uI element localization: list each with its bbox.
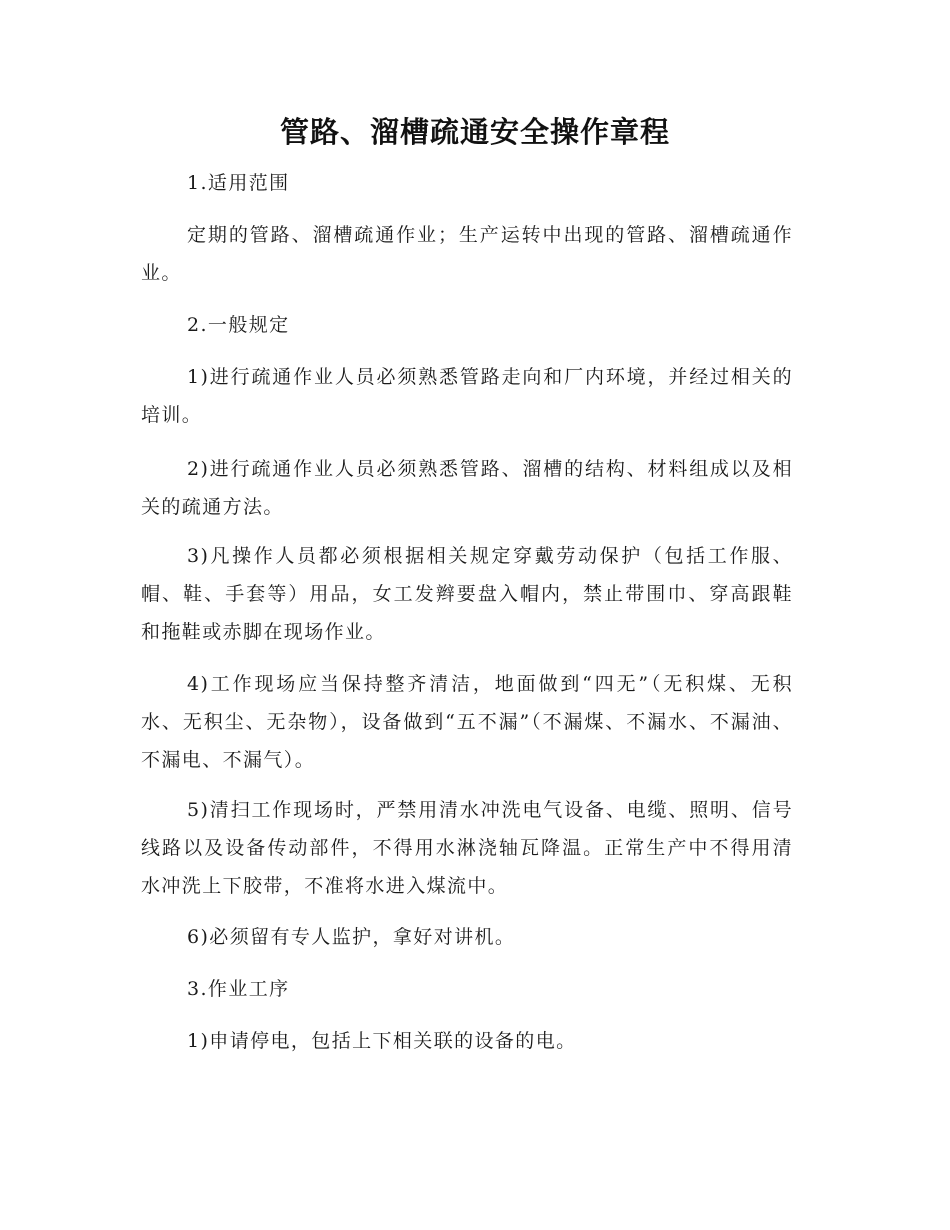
rule-item-5: 5)清扫工作现场时，严禁用清水冲洗电气设备、电缆、照明、信号线路以及设备传动部件，不得用水淋浇轴瓦降温。正常生产中不得用清水冲洗上下胶带，不准将水进入煤流中。 — [141, 799, 793, 897]
document-title: 管路、溜槽疏通安全操作章程 — [279, 115, 670, 149]
paragraph-scope-text: 定期的管路、溜槽疏通作业；生产运转中出现的管路、溜槽疏通作业。 — [141, 224, 793, 284]
rule-item-2: 2)进行疏通作业人员必须熟悉管路、溜槽的结构、材料组成以及相关的疏通方法。 — [141, 458, 793, 518]
rule-item-3: 3)凡操作人员都必须根据相关规定穿戴劳动保护（包括工作服、帽、鞋、手套等）用品，女工发辫要盘入帽内，禁止带围巾、穿高跟鞋和拖鞋或赤脚在现场作业。 — [141, 545, 793, 643]
rule-item-4: 4)工作现场应当保持整齐清洁，地面做到“四无”（无积煤、无积水、无积尘、无杂物），设备做到“五不漏”（不漏煤、不漏水、不漏油、不漏电、不漏气）。 — [141, 673, 793, 771]
procedure-step-1: 1)申请停电，包括上下相关联的设备的电。 — [187, 1030, 577, 1052]
section-heading-procedure: 3.作业工序 — [187, 978, 290, 1000]
rule-item-6: 6)必须留有专人监护，拿好对讲机。 — [187, 926, 516, 948]
section-heading-general-rules: 2.一般规定 — [187, 314, 290, 336]
rule-item-1: 1)进行疏通作业人员必须熟悉管路走向和厂内环境，并经过相关的培训。 — [141, 366, 793, 426]
section-heading-scope: 1.适用范围 — [187, 172, 290, 194]
